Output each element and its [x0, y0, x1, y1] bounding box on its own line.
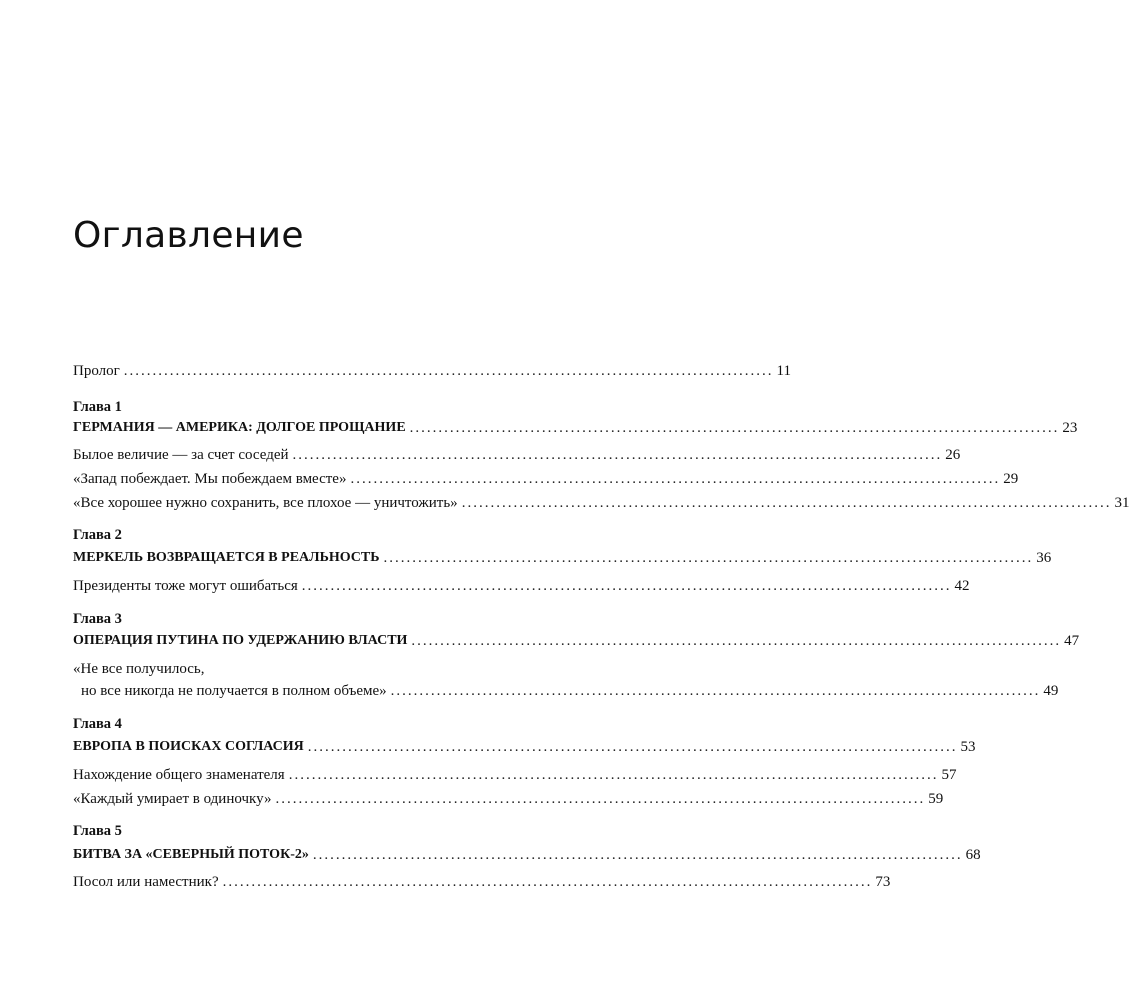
toc-page-number: 11	[776, 363, 791, 379]
toc-entry-section[interactable]	[73, 494, 1129, 512]
toc-entry-prologue[interactable]	[73, 362, 791, 380]
toc-entry-section[interactable]	[73, 766, 957, 784]
dot-leader: .................................................................................................................	[222, 874, 873, 890]
toc-entry-label: МЕРКЕЛЬ ВОЗВРАЩАЕТСЯ В РЕАЛЬНОСТЬ	[73, 549, 383, 567]
toc-entry-chapter-3[interactable]	[73, 632, 1080, 650]
toc-entry-section[interactable]	[73, 446, 961, 464]
toc-page-number: 42	[954, 578, 970, 594]
chapter-heading-4: Глава 4	[73, 716, 122, 732]
dot-leader: .................................................................................................................	[301, 578, 952, 594]
toc-entry-label: Нахождение общего знаменателя	[73, 766, 289, 784]
chapter-heading-5: Глава 5	[73, 823, 122, 839]
toc-page-number: 73	[875, 874, 891, 890]
toc-page-number: 59	[928, 791, 944, 807]
toc-entry-section-line1: «Не все получилось,	[73, 661, 205, 677]
toc-page-number: 49	[1043, 683, 1059, 699]
dot-leader: .................................................................................................................	[312, 847, 963, 863]
toc-entry-chapter-1[interactable]	[73, 419, 1078, 437]
toc-page-number: 53	[960, 739, 976, 755]
toc-page-number: 23	[1062, 420, 1078, 436]
dot-leader: .................................................................................................................	[461, 495, 1112, 511]
chapter-heading-2: Глава 2	[73, 527, 122, 543]
chapter-heading-3: Глава 3	[73, 611, 122, 627]
dot-leader: .................................................................................................................	[292, 447, 943, 463]
dot-leader: .................................................................................................................	[275, 791, 926, 807]
toc-entry-section[interactable]	[73, 873, 891, 891]
toc-entry-label: ЕВРОПА В ПОИСКАХ СОГЛАСИЯ	[73, 738, 308, 756]
toc-page-number: 36	[1036, 550, 1052, 566]
toc-entry-section[interactable]	[73, 577, 970, 595]
toc-entry-label: ОПЕРАЦИЯ ПУТИНА ПО УДЕРЖАНИЮ ВЛАСТИ	[73, 632, 411, 650]
toc-entry-section[interactable]	[73, 790, 944, 808]
toc-entry-section[interactable]	[81, 682, 1059, 700]
toc-entry-chapter-4[interactable]	[73, 738, 976, 756]
toc-entry-label: Президенты тоже могут ошибаться	[73, 577, 302, 595]
dot-leader: .................................................................................................................	[123, 363, 774, 379]
dot-leader: .................................................................................................................	[383, 550, 1034, 566]
toc-page-number: 29	[1003, 471, 1019, 487]
toc-entry-label: Былое величие — за счет соседей	[73, 446, 293, 464]
toc-page-number: 26	[945, 447, 961, 463]
toc-entry-label: «Все хорошее нужно сохранить, все плохое — уничтожить»	[73, 494, 462, 512]
dot-leader: .................................................................................................................	[411, 633, 1062, 649]
dot-leader: .................................................................................................................	[409, 420, 1060, 436]
toc-entry-label: но все никогда не получается в полном объеме»	[81, 682, 391, 700]
chapter-heading-1: Глава 1	[73, 399, 122, 415]
toc-entry-label: «Каждый умирает в одиночку»	[73, 790, 275, 808]
toc-entry-label: Посол или наместник?	[73, 873, 223, 891]
toc-entry-section[interactable]	[73, 470, 1019, 488]
toc-page-number: 57	[941, 767, 957, 783]
toc-entry-label: ГЕРМАНИЯ — АМЕРИКА: ДОЛГОЕ ПРОЩАНИЕ	[73, 419, 410, 437]
page-title: Оглавление	[73, 215, 304, 256]
toc-entry-label: БИТВА ЗА «СЕВЕРНЫЙ ПОТОК-2»	[73, 846, 313, 864]
toc-entry-label: «Запад побеждает. Мы побеждаем вместе»	[73, 470, 350, 488]
toc-entry-chapter-5[interactable]	[73, 846, 981, 864]
dot-leader: .................................................................................................................	[350, 471, 1001, 487]
toc-entry-chapter-2[interactable]	[73, 549, 1052, 567]
toc-page-number: 47	[1064, 633, 1080, 649]
toc-entry-label: Пролог	[73, 362, 124, 380]
dot-leader: .................................................................................................................	[288, 767, 939, 783]
dot-leader: .................................................................................................................	[307, 739, 958, 755]
dot-leader: .................................................................................................................	[390, 683, 1041, 699]
toc-page-number: 31	[1114, 495, 1129, 511]
toc-page-number: 68	[965, 847, 981, 863]
